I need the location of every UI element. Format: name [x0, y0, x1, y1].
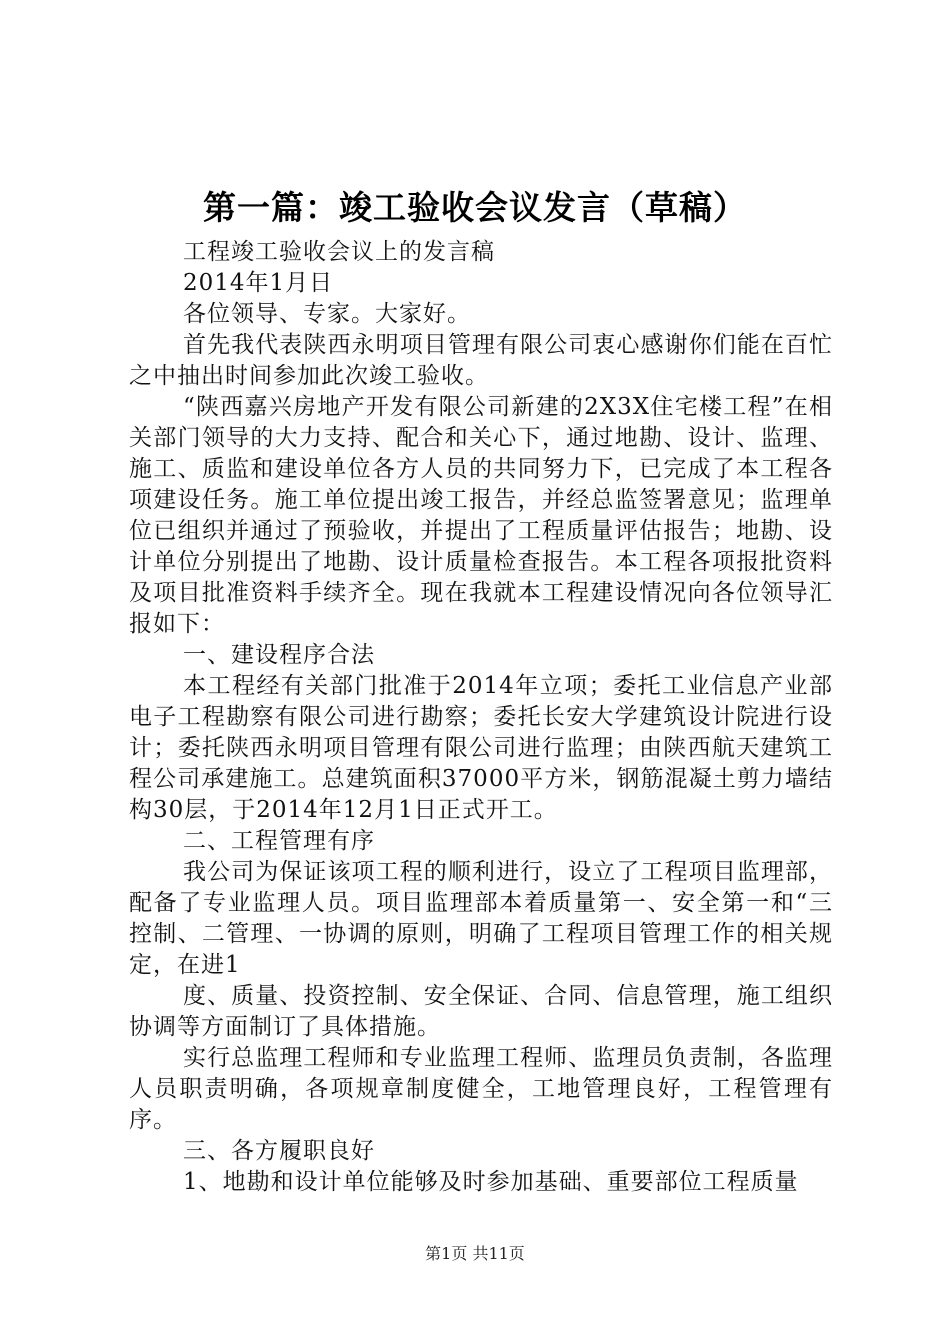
paragraph-date: 2014年1月日: [183, 270, 334, 296]
paragraph-project-overview: “陕西嘉兴房地产开发有限公司新建的2X3X住宅楼工程”在相关部门领导的大力支持、配合和关心下，通过地勘、设计、监理、施工、质监和建设单位各方人员的共同努力下，已完成了本工程各项建设任务。施工单位提出竣工报告，并经总监签署意见；监理单位已组织并通过了预验收，并提出了工程质量评估报告；地勘、设计单位分别提出了地勘、设计质量检查报告。本工程各项报批资料及项目批准资料手续齐全。现在我就本工程建设情况向各位领导汇报如下：: [129, 394, 833, 637]
page-title: 第一篇：竣工验收会议发言（草稿）: [203, 188, 747, 227]
paragraph-procedure: 本工程经有关部门批准于2014年立项；委托工业信息产业部电子工程勘察有限公司进行勘察；委托长安大学建筑设计院进行设计；委托陕西永明项目管理有限公司进行监理；由陕西航天建筑工程公司承建施工。总建筑面积37000平方米，钢筋混凝土剪力墙结构30层，于2014年12月1日正式开工。: [129, 673, 833, 823]
page-footer: 第1页 共11页: [425, 1244, 525, 1263]
paragraph-responsibility: 实行总监理工程师和专业监理工程师、监理员负责制，各监理人员职责明确，各项规章制度健全，工地管理良好，工程管理有序。: [129, 1045, 833, 1133]
paragraph-management: 我公司为保证该项工程的顺利进行，设立了工程项目监理部，配备了专业监理人员。项目监理部本着质量第一、安全第一和“三控制、二管理、一协调的原则，明确了工程项目管理工作的相关规定，在进1: [129, 859, 833, 978]
paragraph-greeting: 各位领导、专家。大家好。: [183, 301, 471, 327]
paragraph-item-1: 1、地勘和设计单位能够及时参加基础、重要部位工程质量: [183, 1169, 799, 1195]
paragraph-heading-speech: 工程竣工验收会议上的发言稿: [183, 239, 495, 265]
section-heading-3: 三、各方履职良好: [183, 1138, 375, 1164]
paragraph-thanks: 首先我代表陕西永明项目管理有限公司衷心感谢你们能在百忙之中抽出时间参加此次竣工验收。: [129, 332, 833, 389]
paragraph-measures: 度、质量、投资控制、安全保证、合同、信息管理，施工组织协调等方面制订了具体措施。: [129, 983, 833, 1040]
section-heading-1: 一、建设程序合法: [183, 642, 375, 668]
document-body: [129, 237, 833, 1198]
section-heading-2: 二、工程管理有序: [183, 828, 375, 854]
